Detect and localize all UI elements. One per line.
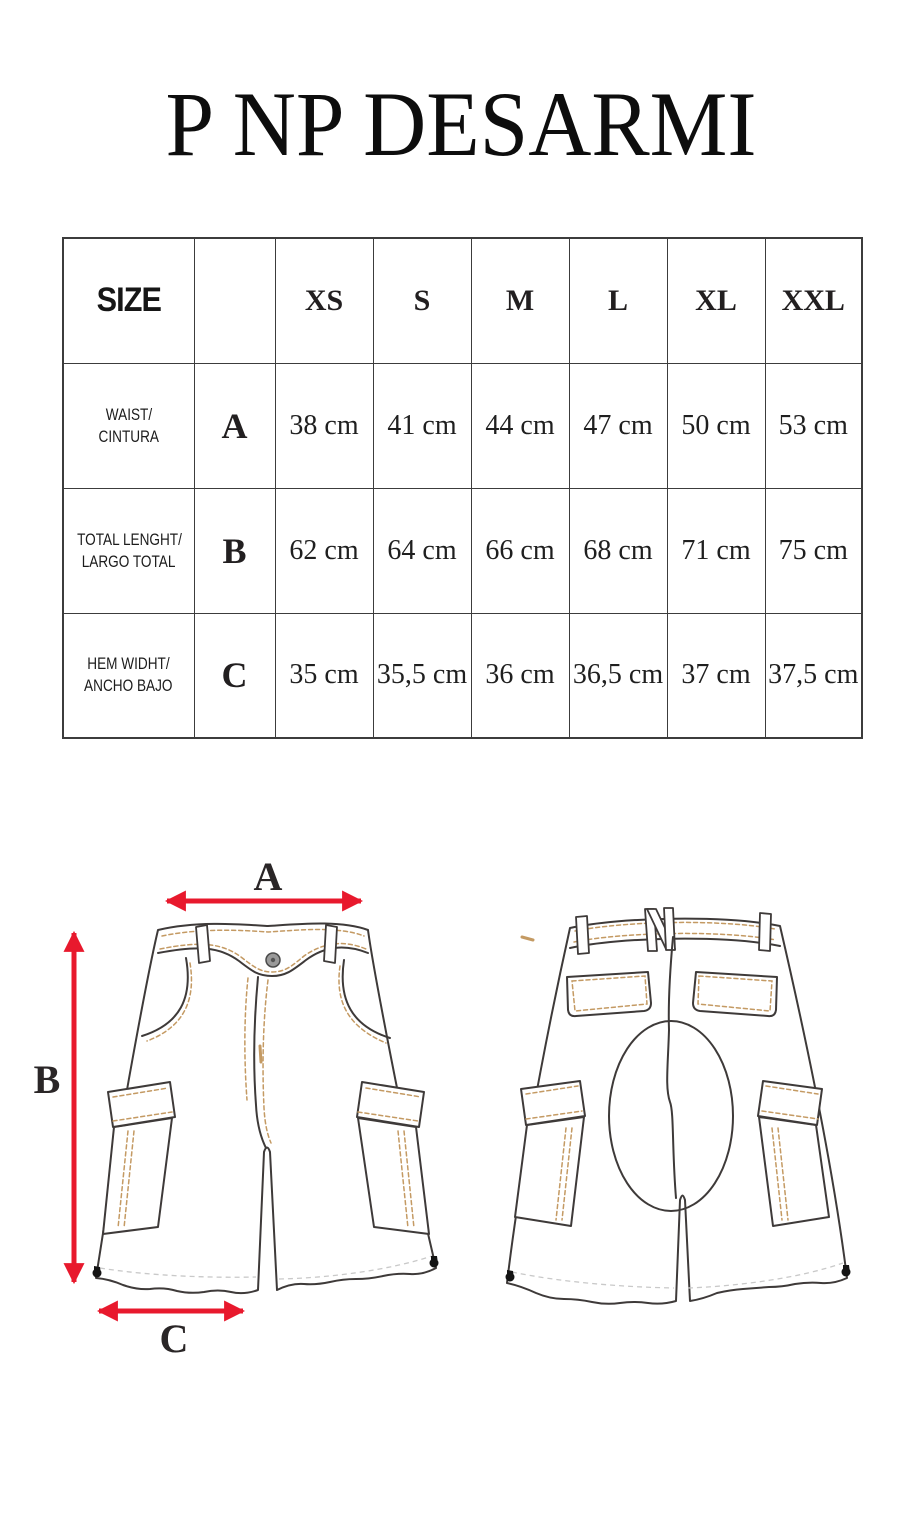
- measurement-cell: 62 cm: [275, 488, 373, 613]
- table-row-total-length: [63, 488, 862, 613]
- measurement-cell: 36,5 cm: [569, 613, 667, 738]
- dimension-label-a: A: [253, 854, 283, 899]
- row-label-total-length-en: TOTAL LENGHT/: [77, 529, 182, 549]
- shorts-technical-drawing: [0, 840, 922, 1400]
- measurement-cell: 75 cm: [765, 488, 862, 613]
- row-label-total-length: [63, 488, 194, 613]
- size-table-header-row: [63, 238, 862, 363]
- measurement-cell: 53 cm: [765, 363, 862, 488]
- size-corner-label: SIZE: [96, 281, 161, 320]
- front-view-drawing: [93, 924, 439, 1294]
- measurement-cell: 35,5 cm: [373, 613, 471, 738]
- measurement-cell: 37 cm: [667, 613, 765, 738]
- drawcord-toggle-icon: [431, 1256, 438, 1264]
- measurement-cell: 66 cm: [471, 488, 569, 613]
- front-belt-loop-left: [196, 925, 210, 963]
- button-hole-icon: [271, 958, 275, 962]
- back-cargo-body-left: [515, 1117, 584, 1226]
- measurement-cell: 35 cm: [275, 613, 373, 738]
- measurement-cell: 71 cm: [667, 488, 765, 613]
- page-title: [0, 74, 922, 174]
- size-column-header-xxl: XXL: [765, 238, 862, 363]
- page-title-text: P NP DESARMI: [165, 73, 757, 175]
- row-label-total-length-es: LARGO TOTAL: [81, 551, 176, 571]
- measurement-cell: 41 cm: [373, 363, 471, 488]
- size-column-header-xs: XS: [275, 238, 373, 363]
- table-row-hem-width: [63, 613, 862, 738]
- back-belt-loop-right: [759, 913, 771, 951]
- back-view-drawing: [506, 908, 851, 1304]
- empty-header-cell: [194, 238, 275, 363]
- front-belt-loop-right: [324, 925, 337, 963]
- row-label-waist-en: WAIST/: [105, 404, 152, 424]
- measurement-cell: 50 cm: [667, 363, 765, 488]
- dimension-letter-a: A: [194, 363, 275, 488]
- dimension-label-c: C: [159, 1316, 189, 1361]
- row-label-waist: [63, 363, 194, 488]
- measurement-cell: 38 cm: [275, 363, 373, 488]
- dimension-letter-b: B: [194, 488, 275, 613]
- table-corner-cell: [63, 238, 194, 363]
- drawcord-toggle-icon: [94, 1266, 101, 1275]
- measurement-cell: 47 cm: [569, 363, 667, 488]
- row-label-waist-es: CINTURA: [98, 426, 159, 446]
- drawcord-toggle-icon: [843, 1265, 850, 1273]
- size-table: [62, 237, 863, 739]
- drawcord-toggle-icon: [507, 1270, 514, 1279]
- back-belt-loop-left: [576, 916, 589, 954]
- table-row-waist: [63, 363, 862, 488]
- row-label-hem-width-en: HEM WIDHT/: [87, 654, 170, 674]
- row-label-hem-width-es: ANCHO BAJO: [84, 676, 173, 696]
- size-column-header-m: M: [471, 238, 569, 363]
- measurement-cell: 64 cm: [373, 488, 471, 613]
- size-column-header-xl: XL: [667, 238, 765, 363]
- dimension-letter-c: C: [194, 613, 275, 738]
- measurement-cell: 37,5 cm: [765, 613, 862, 738]
- measurement-cell: 36 cm: [471, 613, 569, 738]
- back-stray-stitch-mark: [522, 937, 533, 940]
- dimension-label-b: B: [33, 1057, 61, 1102]
- size-column-header-s: S: [373, 238, 471, 363]
- measurement-cell: 68 cm: [569, 488, 667, 613]
- measurement-cell: 44 cm: [471, 363, 569, 488]
- row-label-hem-width: [63, 613, 194, 738]
- front-fly-bartack: [260, 1046, 261, 1062]
- size-column-header-l: L: [569, 238, 667, 363]
